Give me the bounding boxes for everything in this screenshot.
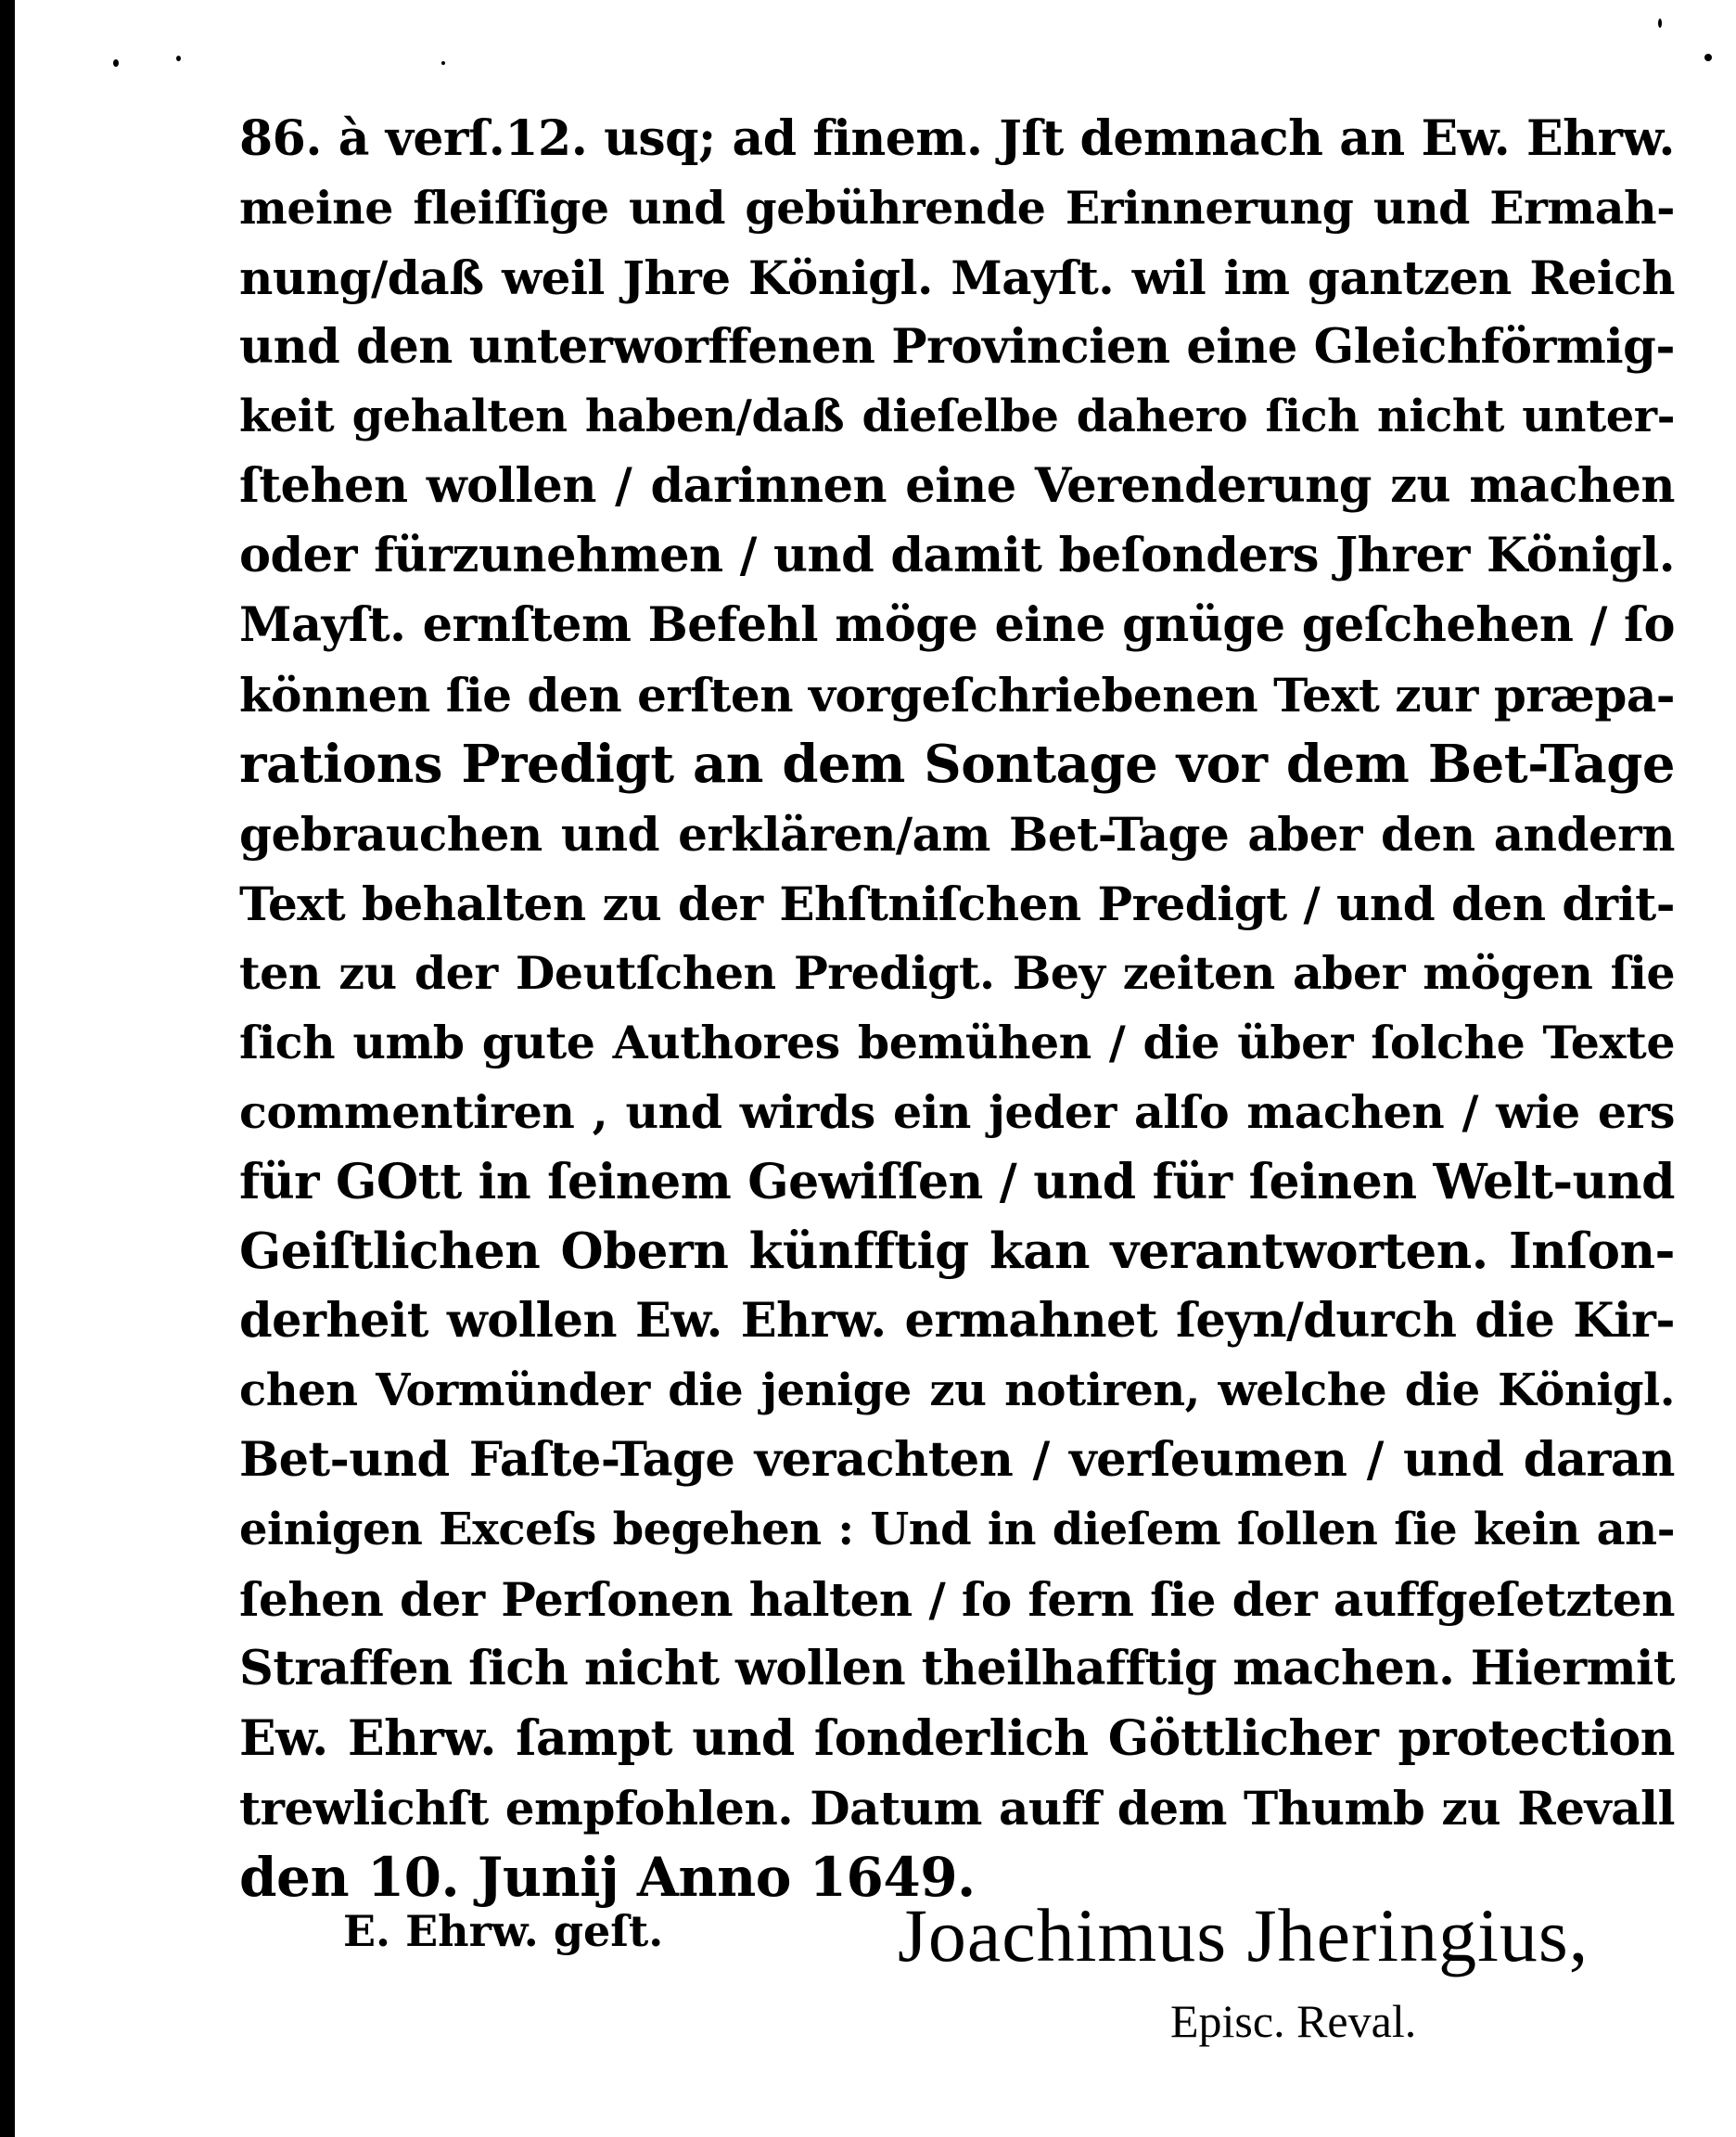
text-line: ſtehen wollen / darinnen eine Verenderung zu machen: [239, 458, 1675, 514]
text-line: Straffen ſich nicht wollen theilhafftig machen. Hiermit: [239, 1641, 1675, 1696]
ink-speck: [113, 59, 119, 67]
text-line: und den unterworffenen Provincien eine Gleichförmig-: [239, 319, 1675, 375]
text-line: 86. à verſ.12. usq; ad finem. Jſt demnach an Ew. Ehrw.: [239, 110, 1675, 167]
signature-title: Episc. Reval.: [1170, 1995, 1417, 2047]
text-line: trewlichſt empfohlen. Datum auff dem Thumb zu Revall: [239, 1781, 1675, 1836]
ink-speck: [1658, 19, 1662, 28]
text-line: Ew. Ehrw. ſampt und ſonderlich Göttlicher protection: [239, 1710, 1675, 1767]
text-line: oder fürzunehmen / und damit beſonders Jhrer Königl.: [239, 528, 1675, 583]
text-line: ten zu der Deutſchen Predigt. Bey zeiten aber mögen ſie: [239, 946, 1675, 1000]
text-line: Text behalten zu der Ehſtniſchen Predigt / und den drit-: [239, 877, 1675, 931]
signature-name: Joachimus Jheringius,: [898, 1893, 1589, 1977]
text-line: Mayſt. ernſtem Befehl möge eine gnüge geſchehen / ſo: [239, 597, 1675, 653]
scan-edge-shadow: [0, 0, 15, 2137]
text-line: gebrauchen und erklären/am Bet-Tage aber den andern: [239, 807, 1675, 862]
text-line: rations Predigt an dem Sontage vor dem Bet-Tage: [239, 734, 1675, 795]
text-line: chen Vormünder die jenige zu notiren, welche die Königl.: [239, 1364, 1675, 1416]
body-text: [239, 104, 1675, 1913]
text-line: Bet-und Faſte-Tage verachten / verſeumen / und daran: [239, 1432, 1675, 1488]
ink-speck: [1704, 54, 1712, 61]
text-line: können ſie den erſten vorgeſchriebenen Text zur præpa-: [239, 668, 1675, 723]
ink-speck: [176, 56, 181, 61]
text-line: einigen Exceſs begehen : Und in dieſem ſollen ſie kein an-: [239, 1504, 1675, 1555]
text-line: nung/daß weil Jhre Königl. Mayſt. wil im gantzen Reich: [239, 250, 1675, 305]
text-line-last: den 10. Junij Anno 1649.: [239, 1846, 976, 1909]
text-line: keit gehalten haben/daß dieſelbe dahero ſich nicht unter-: [239, 390, 1675, 442]
ink-speck: [441, 61, 445, 65]
text-line: meine fleiſſige und gebührende Erinnerung und Ermah-: [239, 181, 1675, 235]
text-line: derheit wollen Ew. Ehrw. ermahnet ſeyn/durch die Kir-: [239, 1293, 1675, 1349]
text-line: ſehen der Perſonen halten / ſo fern ſie der auffgeſetzten: [239, 1572, 1675, 1627]
text-line: ſich umb gute Authores bemühen / die über ſolche Texte: [239, 1016, 1675, 1069]
text-line: commentiren , und wirds ein jeder alſo machen / wie ers: [239, 1085, 1675, 1139]
text-line: für GOtt in ſeinem Gewiſſen / und für ſeinen Welt-und: [239, 1154, 1675, 1210]
closing-salutation: E. Ehrw. geſt.: [343, 1906, 664, 1956]
text-line: Geiſtlichen Obern künfftig kan verantworten. Inſon-: [239, 1222, 1675, 1280]
